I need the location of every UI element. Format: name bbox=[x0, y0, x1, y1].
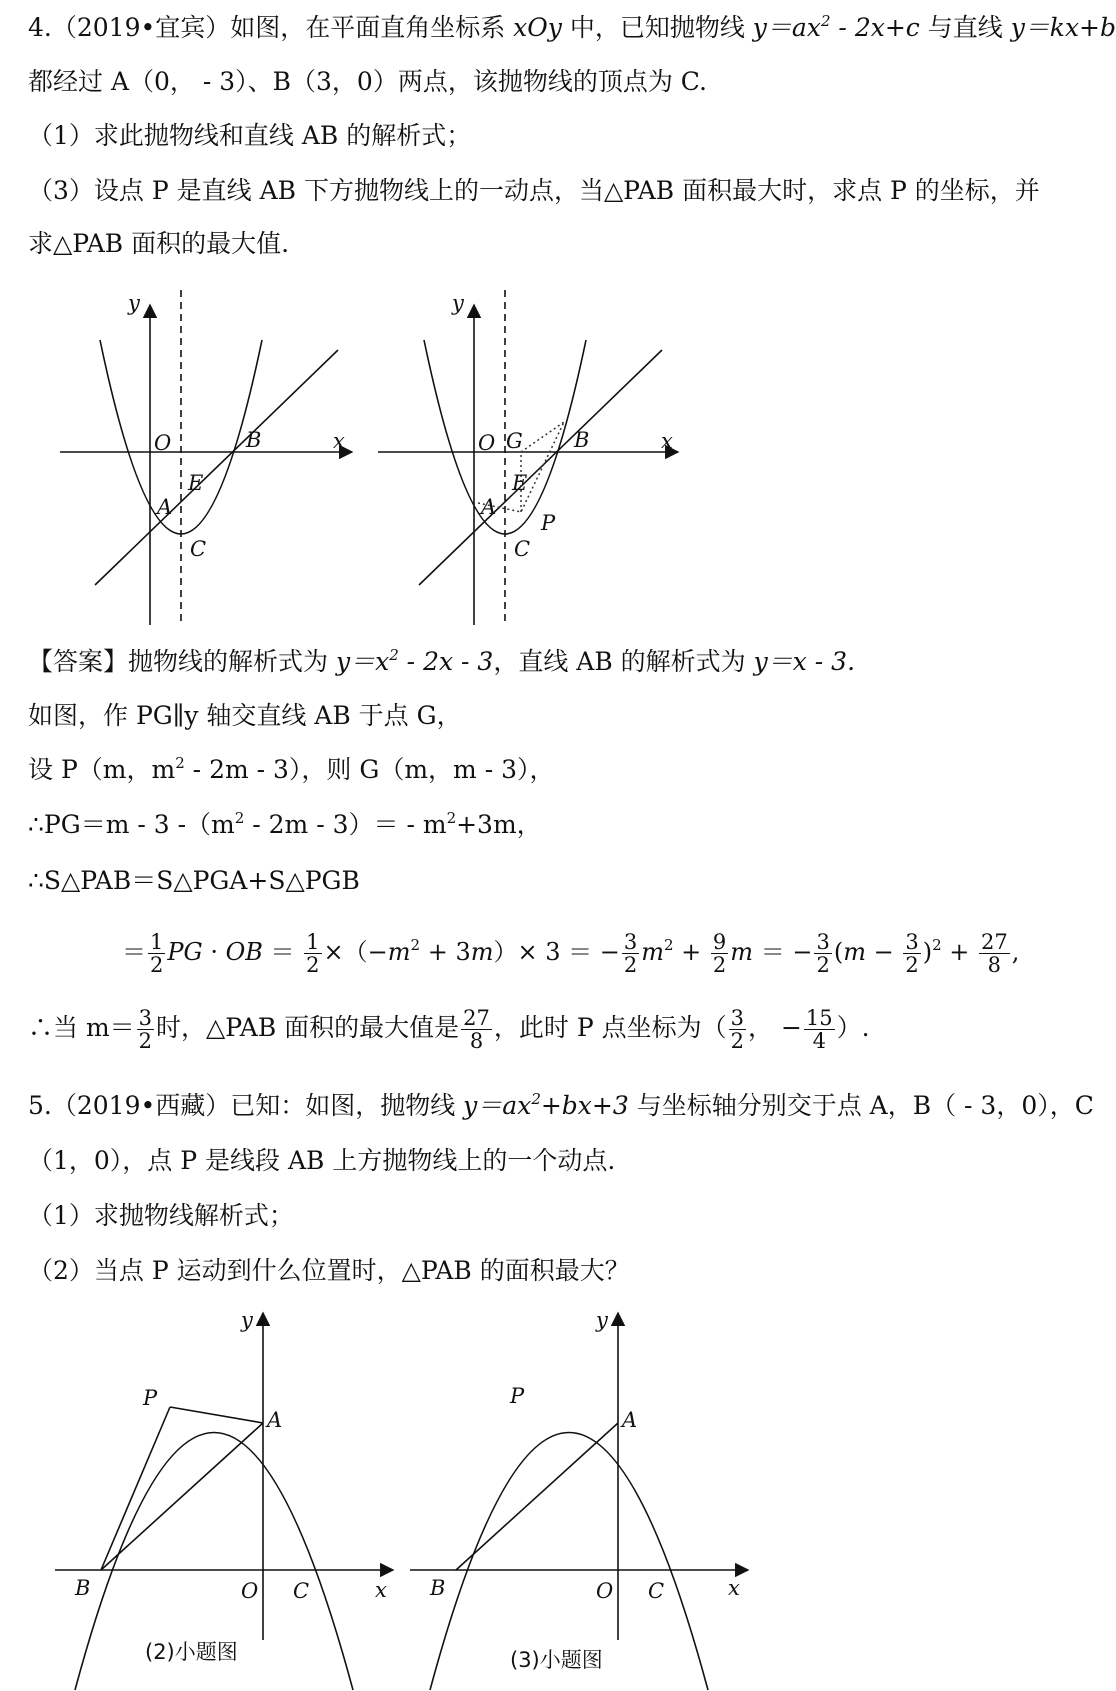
answer-line1 bbox=[28, 646, 1060, 678]
label-x: x bbox=[333, 429, 345, 453]
caption-figure-3: (3)小题图 bbox=[510, 1648, 603, 1672]
problem5-line2: （1，0），点 P 是线段 AB 上方抛物线上的一个动点. bbox=[28, 1146, 616, 1175]
segment-pb bbox=[101, 1407, 170, 1570]
parabola-eq: $y=ax^2 - 2x+c$ bbox=[752, 12, 920, 42]
text-seg: 时，△PAB 面积的最大值是 bbox=[156, 1013, 460, 1042]
problem4-question1: （1）求此抛物线和直线 AB 的解析式； bbox=[28, 121, 472, 150]
label-y: y bbox=[452, 291, 464, 315]
text-seg: ）. bbox=[836, 1013, 870, 1042]
label-x: x bbox=[661, 429, 673, 453]
problem4-line1 bbox=[28, 12, 1116, 44]
text-seg: ∴PG＝m - 3 -（m bbox=[28, 810, 235, 839]
label-p: P bbox=[510, 1384, 525, 1408]
segment-gb-dotted bbox=[521, 422, 564, 452]
problem4-question3b: 求△PAB 面积的最大值. bbox=[28, 229, 290, 258]
text-seg: - 2m - 3）＝ - m bbox=[244, 810, 447, 839]
text-seg: ∴当 m＝ bbox=[28, 1013, 135, 1042]
figure-4-left bbox=[60, 290, 360, 630]
label-x: x bbox=[728, 1576, 740, 1600]
segment-ba bbox=[456, 1423, 618, 1570]
label-e: E bbox=[188, 471, 204, 495]
text-seg: 与直线 bbox=[919, 13, 1011, 42]
label-o: O bbox=[478, 431, 496, 455]
answer-line5: ∴S△PAB＝S△PGA+S△PGB bbox=[28, 866, 360, 895]
answer-line2: 如图，作 PG∥y 轴交直线 AB 于点 G， bbox=[28, 701, 462, 730]
problem5-question1: （1）求抛物线解析式； bbox=[28, 1201, 294, 1230]
figure-4-right bbox=[378, 290, 698, 630]
answer-line-eq: y＝x - 3. bbox=[753, 647, 856, 676]
label-y: y bbox=[241, 1308, 253, 1332]
line-eq: y＝kx+b bbox=[1010, 13, 1116, 42]
label-c: C bbox=[190, 537, 207, 561]
text-seg: +3m， bbox=[456, 810, 542, 839]
text-seg: 中，已知抛物线 bbox=[561, 13, 753, 42]
label-o: O bbox=[241, 1579, 259, 1603]
segment-ba bbox=[101, 1423, 263, 1570]
label-c: C bbox=[293, 1579, 310, 1603]
label-p: P bbox=[143, 1386, 158, 1410]
answer-line7: ∴当 m＝ $\frac{3}{2}$ 时，△PAB 面积的最大值是 $\frac{27}{8}$ ，此时 P 点坐标为（ $\frac{3}{2}$ ， − $\frac{15}{4}$ ）. bbox=[28, 1006, 870, 1053]
problem4-line2: 都经过 A（0， - 3）、B（3，0）两点，该抛物线的顶点为 C. bbox=[28, 67, 707, 96]
label-x: x bbox=[375, 1578, 387, 1602]
label-a: A bbox=[267, 1408, 283, 1432]
label-e: E bbox=[512, 471, 528, 495]
text-seg: 设 P（m，m bbox=[28, 755, 176, 784]
line-ab bbox=[95, 350, 338, 585]
text-seg: 【答案】抛物线的解析式为 bbox=[28, 647, 336, 676]
label-b: B bbox=[75, 1576, 91, 1600]
label-o: O bbox=[596, 1579, 614, 1603]
label-p: P bbox=[541, 511, 556, 535]
text-seg: 与坐标轴分别交于点 A，B（ - 3，0），C bbox=[628, 1091, 1094, 1120]
label-a: A bbox=[622, 1408, 638, 1432]
problem4-question3a: （3）设点 P 是直线 AB 下方抛物线上的一动点，当△PAB 面积最大时，求点 P 的坐标，并 bbox=[28, 176, 1040, 205]
answer-line3: 设 P（m，$m^2 - 2m - 3$），则 G（m，m - 3）， bbox=[28, 754, 555, 784]
label-b: B bbox=[430, 1576, 446, 1600]
text-seg: 5.（2019•西藏）已知：如图，抛物线 bbox=[28, 1091, 464, 1120]
label-b: B bbox=[574, 428, 590, 452]
figure-5-q2 bbox=[55, 1305, 405, 1685]
text-seg: ， − bbox=[748, 1013, 802, 1042]
answer-area-formula: ＝ $\frac{1}{2}$ PG · OB ＝ $\frac{1}{2}$ $\times(-m^2 + 3m)\times 3$ ＝ − $\frac{3}{2}$ $m^2$ + $\frac{9}{2}$ m ＝ − $\frac{3}{2}$ (m − $\frac{3}{2}$ )$^2$ + $\frac{27}{8}$ , bbox=[122, 930, 1020, 977]
answer-line4: ∴PG＝m - 3 $-(m^2 - 2m - 3)= - m^2+3m$， bbox=[28, 809, 542, 839]
label-a: A bbox=[481, 495, 497, 519]
segment-pa bbox=[170, 1407, 263, 1423]
line-ab bbox=[419, 350, 662, 585]
text-seg: - 2m - 3），则 G（m，m - 3）， bbox=[184, 755, 555, 784]
caption-figure-2: (2)小题图 bbox=[145, 1640, 238, 1664]
figure-5-q3 bbox=[410, 1305, 750, 1691]
label-y: y bbox=[128, 291, 140, 315]
answer-parabola-eq: $y=x^2 - 2x - 3$ bbox=[335, 646, 494, 676]
label-b: B bbox=[246, 428, 262, 452]
problem5-question2: （2）当点 P 运动到什么位置时，△PAB 的面积最大？ bbox=[28, 1256, 630, 1285]
label-o: O bbox=[154, 431, 172, 455]
text-seg: ，此时 P 点坐标为（ bbox=[493, 1013, 727, 1042]
label-y: y bbox=[596, 1308, 608, 1332]
label-g: G bbox=[506, 429, 523, 453]
label-c: C bbox=[514, 537, 531, 561]
problem5-parabola-eq: $y=ax^2+bx+3$ bbox=[463, 1090, 629, 1120]
text-seg: 4.（2019•宜宾）如图，在平面直角坐标系 bbox=[28, 13, 514, 42]
label-c: C bbox=[648, 1579, 665, 1603]
text-seg: ，直线 AB 的解析式为 bbox=[493, 647, 754, 676]
label-a: A bbox=[157, 495, 173, 519]
problem5-line1 bbox=[28, 1090, 1094, 1122]
text-seg: xOy bbox=[513, 13, 562, 42]
